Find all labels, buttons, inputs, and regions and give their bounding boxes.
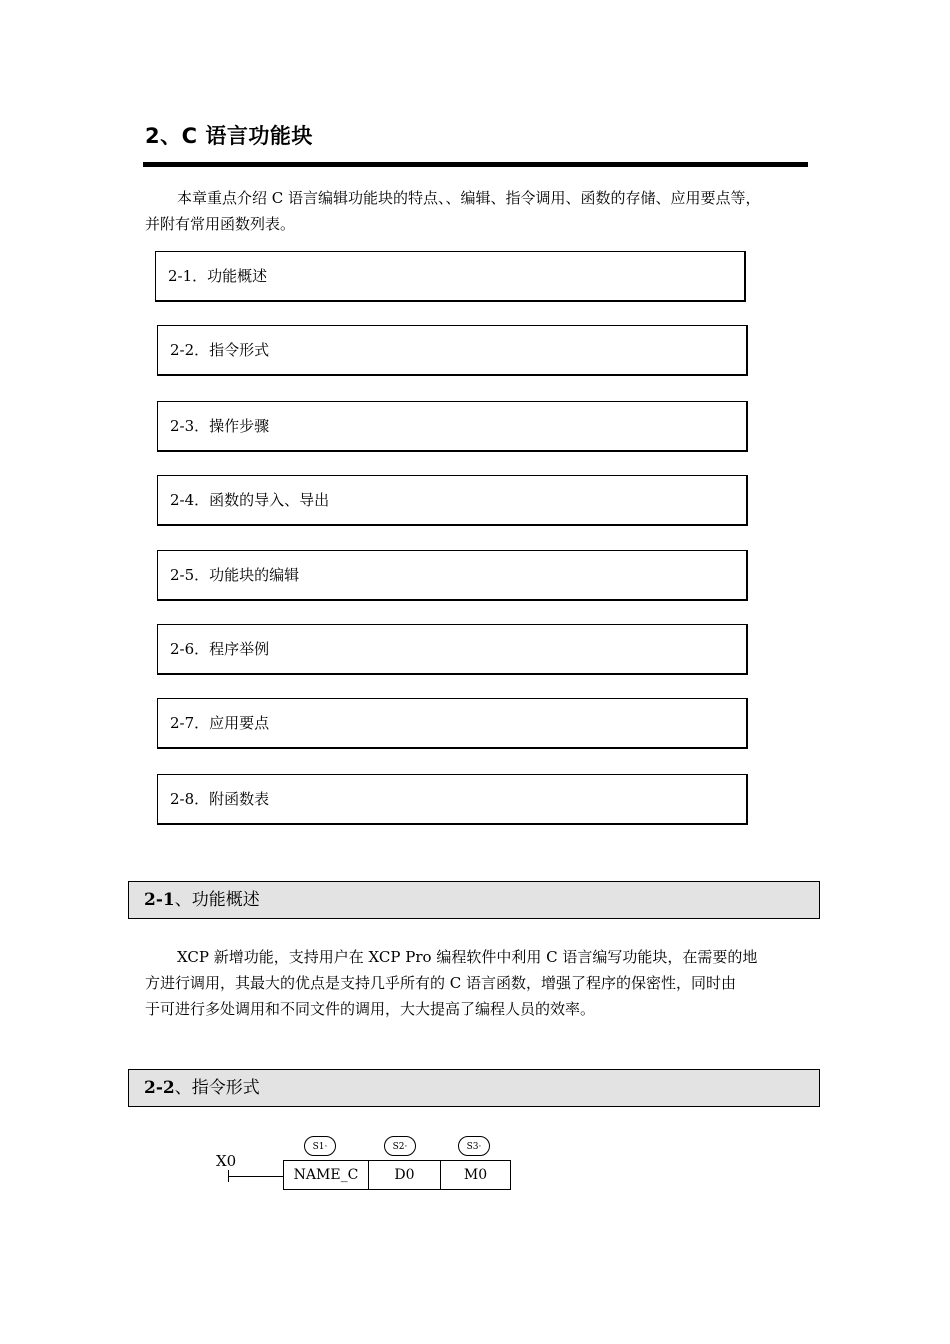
operand-tag-s1: S1· [304, 1136, 336, 1156]
operand-cell-d0: D0 [368, 1161, 440, 1189]
toc-item-2-2[interactable]: 2-2．指令形式 [157, 325, 748, 376]
operand-tag-s3: S3· [458, 1136, 490, 1156]
section-title: 、指令形式 [174, 1078, 260, 1098]
instruction-name-cell: NAME_C [293, 1167, 359, 1183]
overview-line-2: 方进行调用，其最大的优点是支持几乎所有的 C 语言函数，增强了程序的保密性，同时由 [145, 974, 737, 992]
operand-tag-s2: S2· [384, 1136, 416, 1156]
toc-item-2-6[interactable]: 2-6．程序举例 [157, 624, 748, 675]
toc-item-2-8[interactable]: 2-8．附函数表 [157, 774, 748, 825]
section-header-2-2 [128, 1069, 820, 1107]
contact-label: X0 [216, 1152, 237, 1170]
overview-line-1: XCP 新增功能，支持用户在 XCP Pro 编程软件中利用 C 语言编写功能块，在需要的地 [177, 948, 758, 966]
contact-wire [228, 1176, 284, 1177]
toc-item-2-1[interactable]: 2-1．功能概述 [155, 251, 746, 302]
chapter-intro [145, 185, 807, 237]
section-number: 2-2 [144, 1078, 175, 1098]
toc-item-2-3[interactable]: 2-3．操作步骤 [157, 401, 748, 452]
section-title: 、功能概述 [174, 890, 260, 910]
ladder-diagram [200, 1130, 530, 1210]
section-number: 2-1 [144, 890, 175, 910]
section-header-2-1 [128, 881, 820, 919]
operand-cell-m0: M0 [440, 1161, 510, 1189]
chapter-title: 2、C 语言功能块 [145, 124, 313, 148]
toc-item-2-7[interactable]: 2-7．应用要点 [157, 698, 748, 749]
overview-line-3: 于可进行多处调用和不同文件的调用，大大提高了编程人员的效率。 [145, 1000, 596, 1018]
toc-item-2-5[interactable]: 2-5．功能块的编辑 [157, 550, 748, 601]
intro-line-2: 并附有常用函数列表。 [145, 215, 296, 233]
intro-line-1: 本章重点介绍 C 语言编辑功能块的特点、、编辑、指令调用、函数的存储、应用要点等， [177, 189, 761, 207]
instruction-block [283, 1160, 511, 1190]
overview-paragraph [145, 944, 807, 1022]
toc-item-2-4[interactable]: 2-4．函数的导入、导出 [157, 475, 748, 526]
chapter-title-rule [143, 162, 808, 167]
